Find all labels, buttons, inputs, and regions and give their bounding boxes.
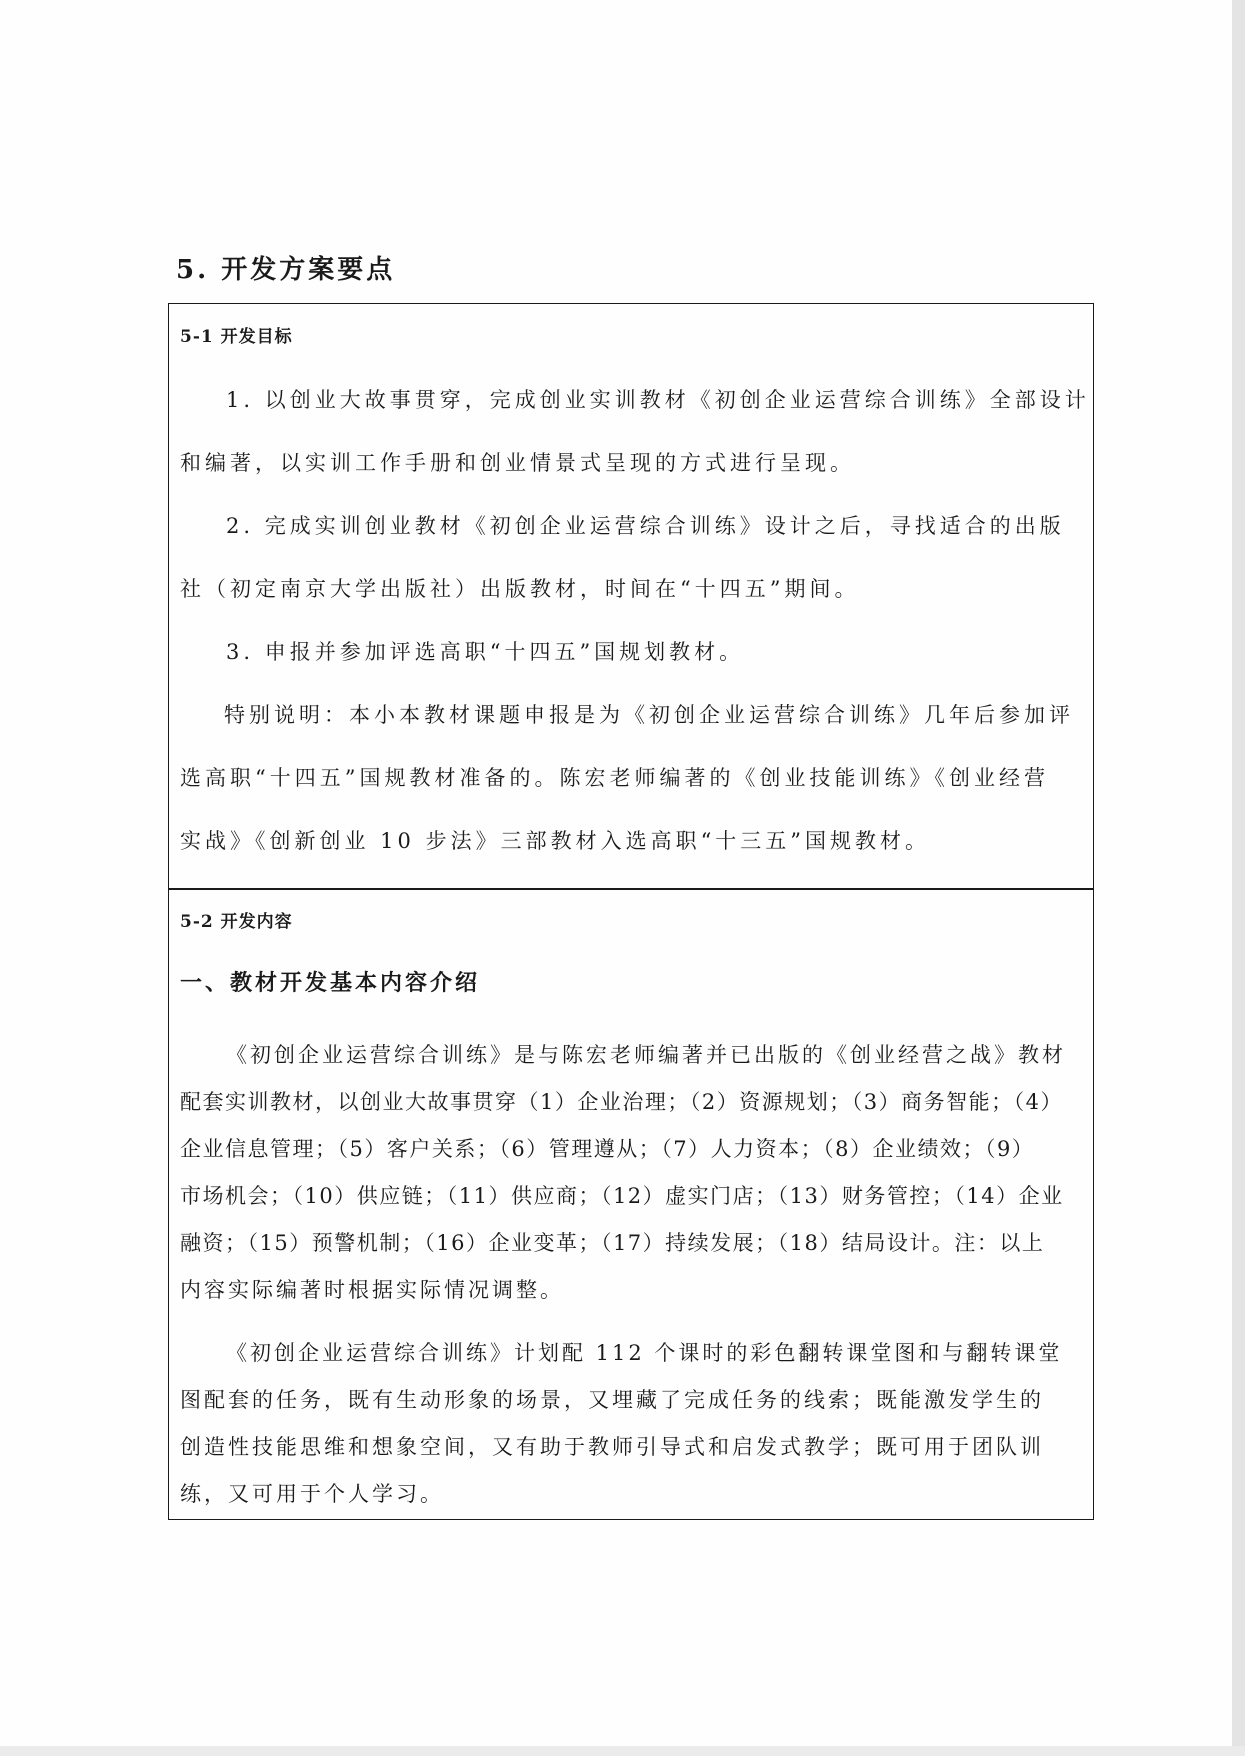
goals-line: 选高职“十四五”国规教材准备的。陈宏老师编著的《创业技能训练》《创业经营 bbox=[180, 766, 1049, 790]
scan-edge-right bbox=[1232, 0, 1245, 1756]
content-line: 练，又可用于个人学习。 bbox=[180, 1482, 444, 1506]
goals-line: 2. 完成实训创业教材《初创企业运营综合训练》设计之后，寻找适合的出版 bbox=[226, 514, 1065, 538]
goals-line: 3. 申报并参加评选高职“十四五”国规划教材。 bbox=[226, 640, 745, 664]
goals-line: 实战》《创新创业 10 步法》三部教材入选高职“十三五”国规教材。 bbox=[180, 829, 931, 853]
content-line: 《初创企业运营综合训练》是与陈宏老师编著并已出版的《创业经营之战》教材 bbox=[226, 1043, 1066, 1067]
section-title: 5. 开发方案要点 bbox=[176, 255, 396, 285]
scan-edge-bottom bbox=[0, 1746, 1245, 1756]
goals-line: 和编著，以实训工作手册和创业情景式呈现的方式进行呈现。 bbox=[180, 451, 855, 475]
content-line: 融资；（15）预警机制；（16）企业变革；（17）持续发展；（18）结局设计。注：以上 bbox=[180, 1231, 1045, 1255]
content-line: 企业信息管理；（5）客户关系；（6）管理遵从；（7）人力资本；（8）企业绩效；（9） bbox=[180, 1137, 1035, 1161]
goals-line: 社（初定南京大学出版社）出版教材，时间在“十四五”期间。 bbox=[180, 577, 860, 601]
content-line: 市场机会；（10）供应链；（11）供应商；（12）虚实门店；（13）财务管控；（14）企业 bbox=[180, 1184, 1064, 1208]
content-line: 创造性技能思维和想象空间，又有助于教师引导式和启发式教学；既可用于团队训 bbox=[180, 1435, 1044, 1459]
content-line: 图配套的任务，既有生动形象的场景，又埋藏了完成任务的线索；既能激发学生的 bbox=[180, 1388, 1044, 1412]
content-line: 配套实训教材，以创业大故事贯穿（1）企业治理；（2）资源规划；（3）商务智能；（4） bbox=[180, 1090, 1063, 1114]
content-label: 5-2 开发内容 bbox=[180, 912, 293, 932]
content-line: 内容实际编著时根据实际情况调整。 bbox=[180, 1278, 564, 1302]
content-line: 《初创企业运营综合训练》计划配 112 个课时的彩色翻转课堂图和与翻转课堂 bbox=[226, 1341, 1063, 1365]
goals-line: 1. 以创业大故事贯穿，完成创业实训教材《初创企业运营综合训练》全部设计 bbox=[226, 388, 1090, 412]
content-heading: 一、教材开发基本内容介绍 bbox=[180, 970, 481, 996]
goals-line: 特别说明：本小本教材课题申报是为《初创企业运营综合训练》几年后参加评 bbox=[224, 703, 1074, 727]
goals-label: 5-1 开发目标 bbox=[180, 327, 293, 347]
